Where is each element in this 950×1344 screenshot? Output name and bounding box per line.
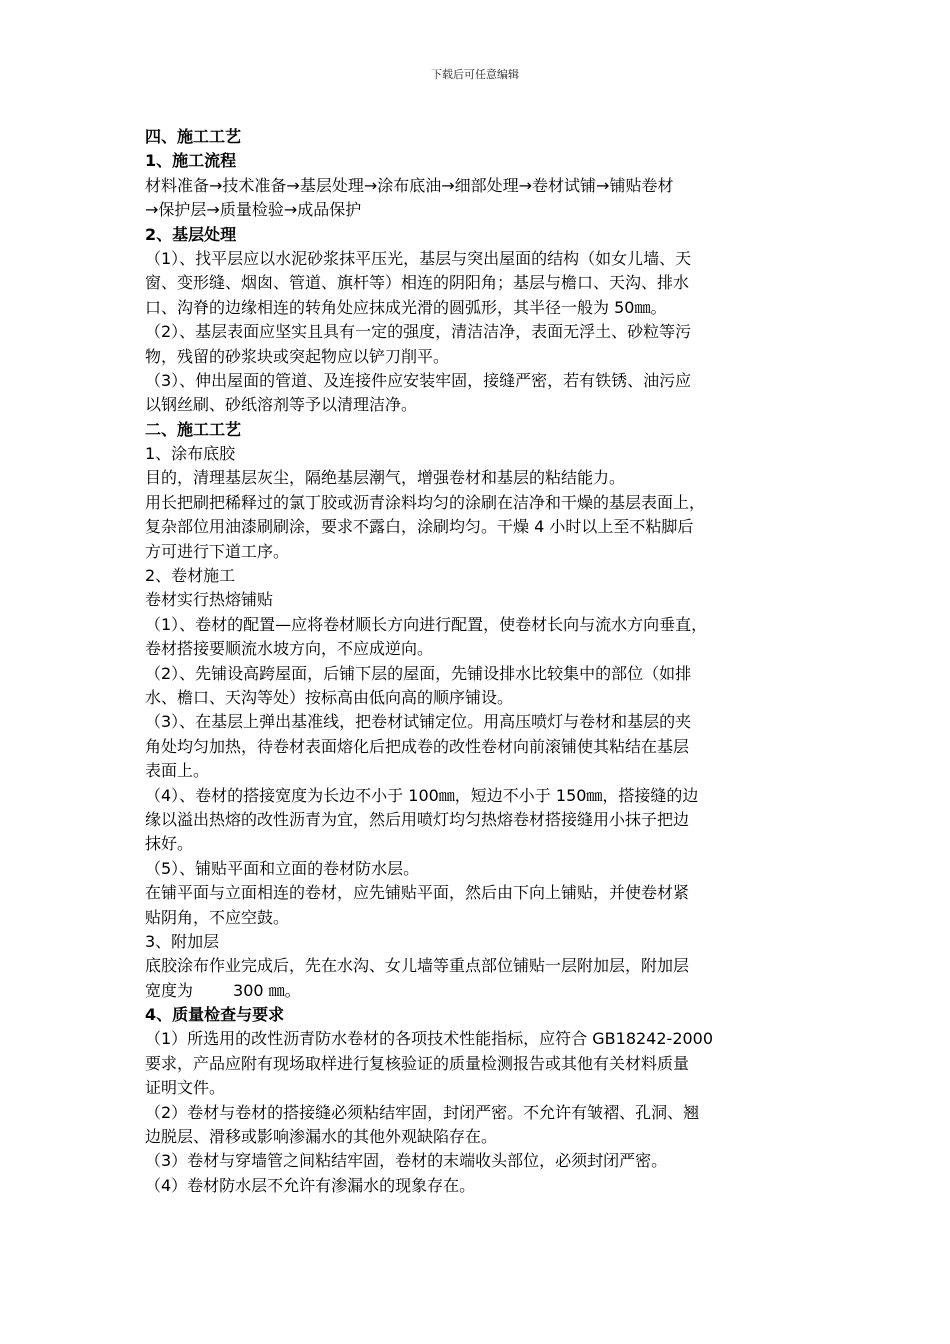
- line-text: 抹好。: [145, 834, 194, 854]
- paragraph-line: [145, 345, 825, 369]
- paragraph-line: [145, 662, 825, 686]
- line-text: 底胶涂布作业完成后，先在水沟、女儿墙等重点部位铺贴一层附加层，附加层: [145, 956, 690, 976]
- line-text: 2、卷材施工: [145, 566, 236, 586]
- line-text: 1、施工流程: [145, 151, 237, 171]
- line-text: 证明文件。: [145, 1078, 226, 1098]
- paragraph-line: [145, 491, 825, 515]
- line-text: （4）、卷材的搭接宽度为长边不小于 100㎜，短边不小于 150㎜，搭接缝的边: [145, 785, 699, 805]
- line-text: 贴阴角，不应空鼓。: [145, 907, 290, 927]
- line-text: 以钢丝刷、砂纸溶剂等予以清理洁净。: [145, 395, 418, 415]
- paragraph-line: [145, 1149, 825, 1173]
- paragraph-line: [145, 881, 825, 905]
- paragraph-line: [145, 1101, 825, 1125]
- paragraph-line: [145, 564, 825, 588]
- section-heading: [145, 125, 825, 149]
- paragraph-line: [145, 1076, 825, 1100]
- line-text: 用长把刷把稀释过的氯丁胶或沥青涂料均匀的涂刷在洁净和干燥的基层表面上，: [145, 492, 706, 512]
- paragraph-line: [145, 784, 825, 808]
- line-text: 目的，清理基层灰尘，隔绝基层潮气，增强卷材和基层的粘结能力。: [145, 468, 626, 488]
- line-text: （5）、铺贴平面和立面的卷材防水层。: [145, 858, 420, 878]
- line-text: 物，残留的砂浆块或突起物应以铲刀削平。: [145, 346, 450, 366]
- section-heading: [145, 149, 825, 173]
- paragraph-line: [145, 442, 825, 466]
- paragraph-line: [145, 393, 825, 417]
- line-text: 二、施工工艺: [145, 419, 242, 439]
- line-tail-text: 300 ㎜。: [233, 980, 301, 1000]
- line-text: 3、附加层: [145, 931, 220, 951]
- line-text: 4、质量检查与要求: [145, 1005, 285, 1025]
- line-text: 复杂部位用油漆刷刷涂，要求不露白，涂刷均匀。干燥 4 小时以上至不粘脚后: [145, 517, 694, 537]
- paragraph-line: [145, 613, 825, 637]
- line-text: 边脱层、滑移或影响渗漏水的其他外观缺陷存在。: [145, 1127, 498, 1147]
- paragraph-line: [145, 198, 825, 222]
- line-text: （2）、先铺设高跨屋面，后铺下层的屋面，先铺设排水比较集中的部位（如排: [145, 663, 692, 683]
- line-text: 材料准备→技术准备→基层处理→涂布底油→细部处理→卷材试铺→铺贴卷材: [145, 175, 674, 195]
- paragraph-line: [145, 979, 825, 1003]
- paragraph-line: [145, 686, 825, 710]
- line-text: 卷材搭接要顺流水坡方向，不应成逆向。: [145, 639, 434, 659]
- section-heading: [145, 223, 825, 247]
- paragraph-line: [145, 930, 825, 954]
- paragraph-line: [145, 320, 825, 344]
- line-text: 四、施工工艺: [145, 127, 242, 146]
- section-heading: [145, 418, 825, 442]
- line-text: （3）、在基层上弹出基准线，把卷材试铺定位。用高压喷灯与卷材和基层的夹: [145, 712, 692, 732]
- paragraph-line: [145, 1125, 825, 1149]
- line-text: 2、基层处理: [145, 224, 237, 244]
- paragraph-line: [145, 247, 825, 271]
- paragraph-line: [145, 735, 825, 759]
- section-heading: [145, 1003, 825, 1027]
- paragraph-line: [145, 588, 825, 612]
- paragraph-line: [145, 174, 825, 198]
- paragraph-line: [145, 296, 825, 320]
- line-text: 卷材实行热熔铺贴: [145, 590, 274, 610]
- paragraph-line: [145, 466, 825, 490]
- line-text: （2）卷材与卷材的搭接缝必须粘结牢固，封闭严密。不允许有皱褶、孔洞、翘: [145, 1102, 700, 1122]
- line-text: 水、檐口、天沟等处）按标高由低向高的顺序铺设。: [145, 687, 514, 707]
- line-text: 在铺平面与立面相连的卷材，应先铺贴平面，然后由下向上铺贴，并使卷材紧: [145, 883, 690, 903]
- paragraph-line: [145, 637, 825, 661]
- line-text: 角处均匀加热，待卷材表面熔化后把成卷的改性卷材向前滚铺使其粘结在基层: [145, 736, 690, 756]
- paragraph-line: [145, 906, 825, 930]
- line-text: 口、沟脊的边缘相连的转角处应抹成光滑的圆弧形，其半径一般为 50㎜。: [145, 297, 667, 317]
- line-text: 窗、变形缝、烟囱、管道、旗杆等）相连的阴阳角；基层与檐口、天沟、排水: [145, 273, 690, 293]
- line-text: （3）卷材与穿墙管之间粘结牢固，卷材的末端收头部位，必须封闭严密。: [145, 1151, 668, 1171]
- paragraph-line: [145, 1052, 825, 1076]
- line-text: 宽度为: [145, 980, 194, 1000]
- line-text: 要求，产品应附有现场取样进行复核验证的质量检测报告或其他有关材料质量: [145, 1053, 690, 1073]
- line-text: 表面上。: [145, 761, 210, 781]
- paragraph-line: [145, 515, 825, 539]
- line-text: 方可进行下道工序。: [145, 541, 290, 561]
- line-text: →保护层→质量检验→成品保护: [145, 200, 362, 220]
- paragraph-line: [145, 710, 825, 734]
- line-text: （4）卷材防水层不允许有渗漏水的现象存在。: [145, 1175, 476, 1195]
- line-text: （3）、伸出屋面的管道、及连接件应安装牢固，接缝严密，若有铁锈、油污应: [145, 370, 692, 390]
- paragraph-line: [145, 540, 825, 564]
- paragraph-line: [145, 759, 825, 783]
- line-text: （1）所选用的改性沥青防水卷材的各项技术性能指标，应符合 GB18242-2000: [145, 1029, 714, 1049]
- paragraph-line: [145, 1174, 825, 1198]
- paragraph-line: [145, 832, 825, 856]
- paragraph-line: [145, 1027, 825, 1051]
- paragraph-line: [145, 369, 825, 393]
- paragraph-line: [145, 808, 825, 832]
- line-text: 1、涂布底胶: [145, 444, 236, 464]
- document-body: [145, 125, 825, 1198]
- line-text: （1）、找平层应以水泥砂浆抹平压光，基层与突出屋面的结构（如女儿墙、天: [145, 248, 692, 268]
- paragraph-line: [145, 857, 825, 881]
- paragraph-line: [145, 271, 825, 295]
- paragraph-line: [145, 954, 825, 978]
- page-header: 下载后可任意编辑: [431, 68, 519, 81]
- line-text: （1）、卷材的配置—应将卷材顺长方向进行配置，使卷材长向与流水方向垂直，: [145, 614, 708, 634]
- line-text: （2）、基层表面应坚实且具有一定的强度，清洁洁净，表面无浮土、砂粒等污: [145, 322, 692, 342]
- line-text: 缘以溢出热熔的改性沥青为宜，然后用喷灯均匀热熔卷材搭接缝用小抹子把边: [145, 809, 690, 829]
